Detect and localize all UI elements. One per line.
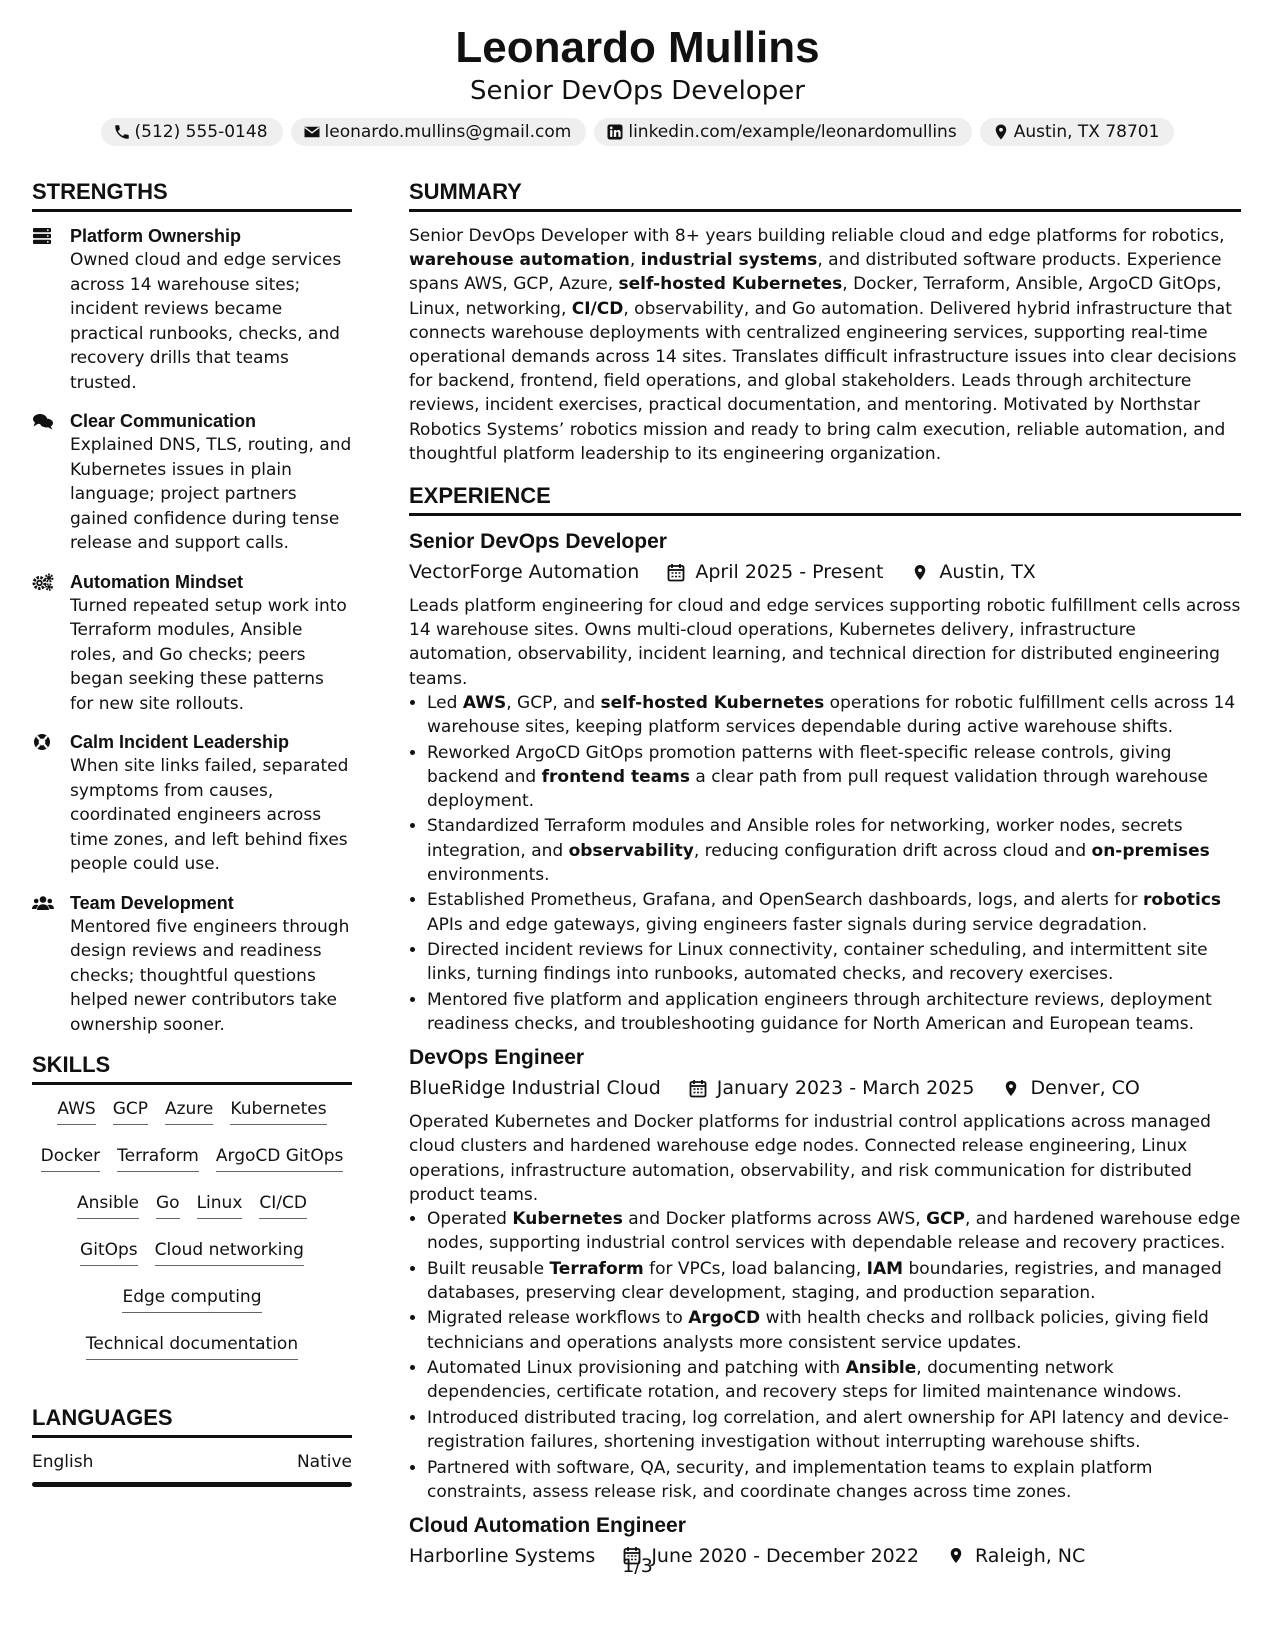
skill-row [32,1144,352,1172]
strength-text: Mentored five engineers through design reviews and readiness checks; thoughtful questions helped newer contributors take ownership sooner. [70,916,350,1035]
users-icon [32,891,70,1038]
job-bullet: • Introduced distributed tracing, log correlation, and alert ownership for API latency and device-registration failures, shortening investigation without interrupting warehouse shifts. [427,1406,1241,1454]
job-location: Denver, CO [1030,1077,1140,1100]
location-pin-icon [992,123,1010,141]
company-name: Harborline Systems [409,1544,596,1567]
job-meta [409,1074,1241,1102]
job-meta [409,558,1241,586]
job-description: Leads platform engineering for cloud and edge services supporting robotic fulfillment cells across 14 warehouse sites. Owns multi-cloud operations, Kubernetes delivery, infrastructure automation, observability, incident learning, and technical direction for distributed engineering teams. [409,596,1241,689]
job-bullets [409,691,1241,1036]
skill-tag: Linux [197,1191,243,1219]
calendar-icon [689,1079,707,1098]
left-column [32,178,352,1487]
skill-row [32,1285,352,1313]
job-bullet: • Led AWS, GCP, and self-hosted Kubernetes operations for robotic fulfillment cells across 14 warehouse sites, keeping platform services dependable during active warehouse shifts. [427,691,1241,739]
skill-row [32,1238,352,1266]
skill-tag: GitOps [80,1238,138,1266]
skill-tag: ArgoCD GitOps [216,1144,343,1172]
contact-phone[interactable] [101,118,283,146]
job-bullet: • Migrated release workflows to ArgoCD with health checks and rollback policies, giving field technicians and operations analysts more consistent service updates. [427,1306,1241,1354]
language-level: Native [296,1452,352,1472]
job-bullet: • Established Prometheus, Grafana, and OpenSearch dashboards, logs, and alerts for robotics APIs and edge gateways, giving engineers faster signals during service degradation. [427,888,1241,936]
skill-row [32,1191,352,1219]
job-title: DevOps Engineer [409,1046,585,1070]
life-ring-icon [32,730,70,877]
page-number: 1/3 [622,1555,653,1577]
job-bullet: • Automated Linux provisioning and patching with Ansible, documenting network dependencies, certificate rotation, and recovery steps for limited maintenance windows. [427,1356,1241,1404]
location-pin-icon [1002,1079,1020,1098]
skill-tag: Go [156,1191,180,1219]
phone-icon [113,123,131,141]
strength-text: When site links failed, separated symptoms from causes, coordinated engineers across time zones, and left behind fixes people could use. [70,756,349,874]
job-bullets [409,1207,1241,1504]
strength-title: Calm Incident Leadership [70,732,290,752]
languages-heading: LANGUAGES [32,1404,352,1438]
contact-location-text: Austin, TX 78701 [1013,122,1160,142]
job-entry [409,528,1241,1036]
job-bullet: • Operated Kubernetes and Docker platforms across AWS, GCP, and hardened warehouse edge nodes, supporting industrial control services with dependable release and recovery practices. [427,1207,1241,1255]
company-name: BlueRidge Industrial Cloud [409,1077,661,1100]
job-bullet: • Built reusable Terraform for VPCs, load balancing, IAM boundaries, registries, and managed databases, preserving clear development, staging, and production separation. [427,1257,1241,1305]
job-location: Raleigh, NC [974,1544,1086,1567]
candidate-name: Leonardo Mullins [455,23,820,72]
skill-row [32,1332,352,1360]
strength-text: Explained DNS, TLS, routing, and Kubernetes issues in plain language; project partners gained confidence during tense release and support calls. [70,435,352,553]
contact-linkedin-text: linkedin.com/example/leonardomullins [628,122,957,142]
skill-tag: Edge computing [122,1285,261,1313]
company-name: VectorForge Automation [409,561,640,584]
resume-header [0,22,1275,146]
job-dates: June 2020 - December 2022 [651,1544,919,1567]
language-name: English [32,1452,94,1472]
job-bullet: • Standardized Terraform modules and Ansible roles for networking, worker nodes, secrets integration, and observability, reducing configuration drift across cloud and on-premises environments. [427,814,1241,887]
candidate-title: Senior DevOps Developer [470,76,805,106]
job-bullet: • Directed incident reviews for Linux connectivity, container scheduling, and intermittent site links, turning findings into runbooks, automated checks, and recovery exercises. [427,938,1241,986]
skills-list [32,1097,352,1360]
gears-icon [32,570,70,717]
server-icon [32,224,70,395]
skill-tag: Azure [165,1097,213,1125]
comments-icon [32,409,70,556]
contact-email-text: leonardo.mullins@gmail.com [324,122,572,142]
strength-item [32,891,352,1038]
contact-bar [0,118,1275,146]
job-location: Austin, TX [939,561,1036,584]
skill-tag: Ansible [77,1191,139,1219]
strength-item [32,730,352,877]
strength-title: Clear Communication [70,411,257,431]
strength-item [32,224,352,395]
skill-tag: Cloud networking [155,1238,304,1266]
experience-heading: EXPERIENCE [409,482,1241,516]
skill-tag: Technical documentation [86,1332,298,1360]
language-proficiency-bar [32,1482,352,1487]
summary-heading: SUMMARY [409,178,1241,212]
skill-tag: AWS [57,1097,95,1125]
skills-heading: SKILLS [32,1051,352,1085]
skill-tag: CI/CD [259,1191,307,1219]
job-title: Cloud Automation Engineer [409,1513,686,1537]
job-dates: January 2023 - March 2025 [716,1077,975,1100]
contact-phone-text: (512) 555-0148 [134,122,268,142]
job-title: Senior DevOps Developer [409,530,667,554]
skill-tag: Docker [41,1144,101,1172]
strength-title: Platform Ownership [70,226,242,246]
summary-text: Senior DevOps Developer with 8+ years building reliable cloud and edge platforms for robotics, warehouse automation, industrial systems, and distributed software products. Experience spans AWS, GCP, Azure, self-hosted Kubernetes, Docker, Terraform, Ansible, ArgoCD GitOps, Linux, networking, CI/CD, observability, and Go automation. Delivered hybrid infrastructure that connects warehouse deployments with centralized engineering services, supporting real-time operational demands across 14 sites. Translates difficult infrastructure issues into clear decisions for backend, frontend, field operations, and global stakeholders. Leads through architecture reviews, incident exercises, practical documentation, and mentoring. Motivated by Northstar Robotics Systems’ robotics mission and ready to bring calm execution, reliable automation, and thoughtful platform leadership to its engineering organization. [409,226,1237,464]
job-bullet: • Reworked ArgoCD GitOps promotion patterns with fleet-specific release controls, giving backend and frontend teams a clear path from pull request validation through warehouse deployment. [427,741,1241,814]
strengths-heading: STRENGTHS [32,178,352,212]
contact-linkedin[interactable] [594,118,971,146]
job-bullet: • Mentored five platform and application engineers through architecture reviews, deployment readiness checks, and troubleshooting guidance for North American and European teams. [427,988,1241,1036]
job-entry [409,1044,1241,1504]
location-pin-icon [911,563,929,582]
skill-row [32,1097,352,1125]
job-dates: April 2025 - Present [695,561,884,584]
strength-text: Owned cloud and edge services across 14 warehouse sites; incident reviews became practical runbooks, checks, and recovery drills that teams trusted. [70,250,342,393]
contact-email[interactable] [291,118,587,146]
language-item [32,1450,352,1474]
strength-item [32,570,352,717]
calendar-icon [667,563,685,582]
strength-title: Team Development [70,892,234,913]
job-description: Operated Kubernetes and Docker platforms for industrial control applications across managed cloud clusters and hardened warehouse edge nodes. Connected release engineering, Linux operations, infrastructure automation, observability, and risk communication for distributed product teams. [409,1112,1211,1205]
right-column [409,178,1241,1570]
strength-text: Turned repeated setup work into Terraform modules, Ansible roles, and Go checks; peers began seeking these patterns for new site rollouts. [70,595,347,714]
linkedin-icon [606,123,624,141]
contact-location [980,118,1175,146]
skill-tag: Kubernetes [230,1097,326,1125]
skill-tag: GCP [113,1097,148,1125]
envelope-icon [303,123,321,141]
strength-title: Automation Mindset [70,571,243,592]
job-bullet: • Partnered with software, QA, security, and implementation teams to explain platform constraints, assess release risk, and coordinate changes across time zones. [427,1456,1241,1504]
skill-tag: Terraform [117,1144,199,1172]
strength-item [32,409,352,556]
